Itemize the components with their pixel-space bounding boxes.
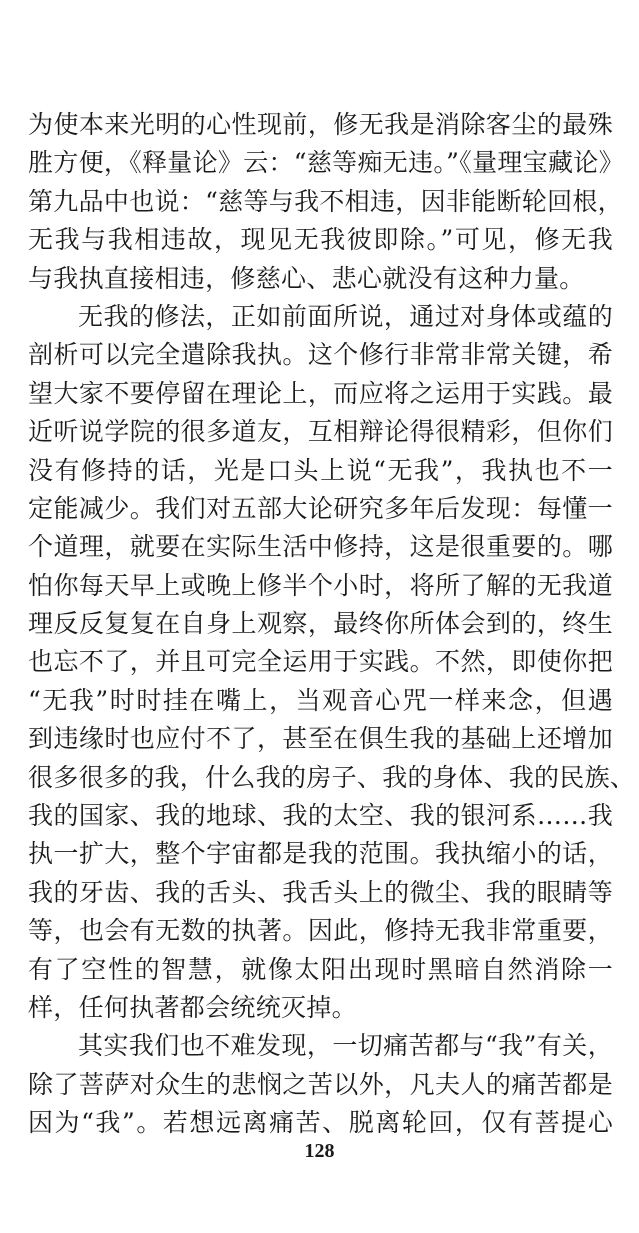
text-line: 理反反复复在自身上观察，最终你所体会到的，终生 bbox=[28, 609, 613, 639]
text-line: 无我与我相违故，现见无我彼即除。”可见，修无我 bbox=[28, 225, 613, 255]
text-line: 我的国家、我的地球、我的太空、我的银河系……我 bbox=[28, 801, 613, 831]
paragraph-start-line: 其实我们也不难发现，一切痛苦都与“我”有关， bbox=[78, 1031, 613, 1061]
paragraph-start-line: 无我的修法，正如前面所说，通过对身体或蕴的 bbox=[78, 301, 613, 331]
text-line: 望大家不要停留在理论上，而应将之运用于实践。最 bbox=[28, 378, 613, 408]
text-line: 定能减少。我们对五部大论研究多年后发现：每懂一 bbox=[28, 493, 613, 523]
text-line: 样，任何执著都会统统灭掉。 bbox=[28, 992, 357, 1022]
text-line: 我的牙齿、我的舌头、我舌头上的微尘、我的眼睛等 bbox=[28, 877, 613, 907]
text-line: 怕你每天早上或晚上修半个小时，将所了解的无我道 bbox=[28, 570, 613, 600]
text-line: 没有修持的话，光是口头上说“无我”，我执也不一 bbox=[28, 455, 613, 485]
text-line: 剖析可以完全遣除我执。这个修行非常非常关键，希 bbox=[28, 340, 613, 370]
text-line: 近听说学院的很多道友，互相辩论得很精彩，但你们 bbox=[28, 417, 613, 447]
text-line: 除了菩萨对众生的悲悯之苦以外，凡夫人的痛苦都是 bbox=[28, 1069, 613, 1099]
text-line: “无我”时时挂在嘴上，当观音心咒一样来念，但遇 bbox=[28, 685, 613, 715]
text-line: 为使本来光明的心性现前，修无我是消除客尘的最殊 bbox=[28, 110, 613, 139]
text-line: 很多很多的我，什么我的房子、我的身体、我的民族、 bbox=[28, 762, 636, 792]
text-line: 第九品中也说：“慈等与我不相违，因非能断轮回根， bbox=[28, 186, 623, 216]
text-line: 有了空性的智慧，就像太阳出现时黑暗自然消除一 bbox=[28, 954, 613, 984]
text-line: 到违缘时也应付不了，甚至在俱生我的基础上还增加 bbox=[28, 724, 613, 754]
text-line: 也忘不了，并且可完全运用于实践。不然，即使你把 bbox=[28, 647, 613, 677]
text-line: 执一扩大，整个宇宙都是我的范围。我执缩小的话， bbox=[28, 839, 613, 869]
text-line: 个道理，就要在实际生活中修持，这是很重要的。哪 bbox=[28, 532, 613, 562]
body-text bbox=[28, 106, 636, 1143]
text-line: 等，也会有无数的执著。因此，修持无我非常重要， bbox=[28, 916, 613, 946]
page-number: 128 bbox=[304, 1140, 335, 1162]
text-line: 胜方便，《释量论》云：“慈等痴无违。”《量理宝藏论》 bbox=[28, 148, 624, 178]
text-line: 与我执直接相违，修慈心、悲心就没有这种力量。 bbox=[28, 263, 585, 293]
text-line: 因为“我”。若想远离痛苦、脱离轮回，仅有菩提心 bbox=[28, 1108, 613, 1138]
